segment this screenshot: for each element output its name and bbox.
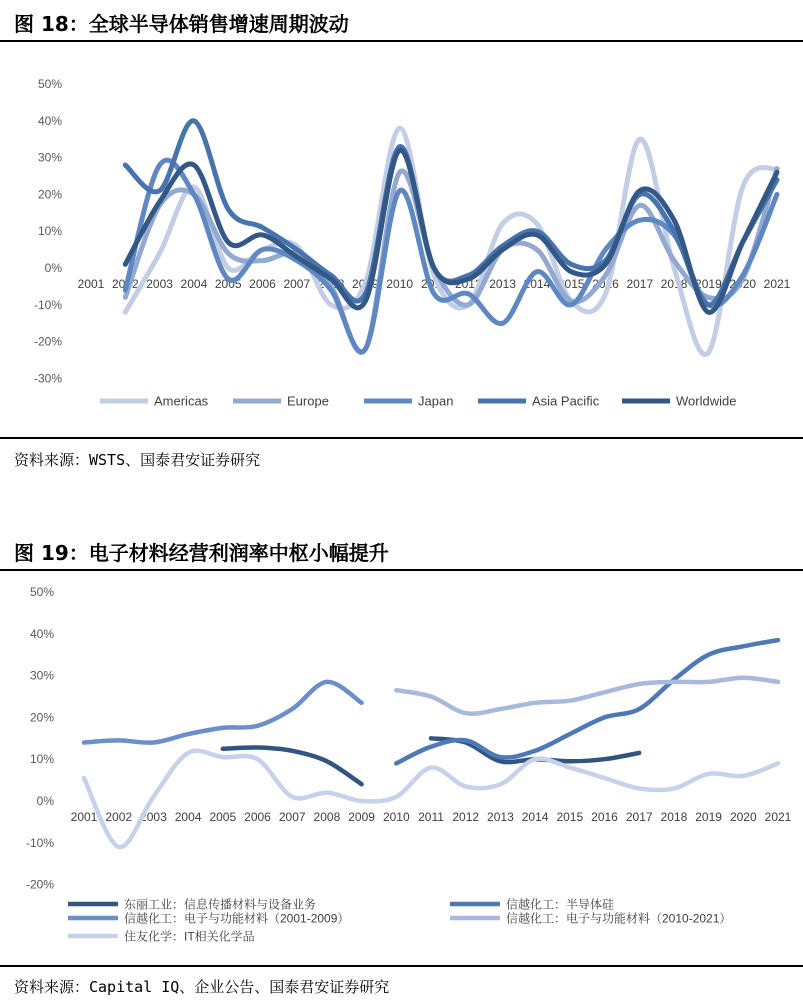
x-tick-label: 2001 — [77, 277, 105, 291]
y-tick-label: 20% — [37, 187, 62, 202]
figure-18-source: 资料来源：WSTS、国泰君安证券研究 — [14, 451, 261, 469]
x-tick-label: 2013 — [487, 810, 514, 824]
legend-label: 住友化学：IT相关化学品 — [124, 929, 255, 944]
series-line-segment — [223, 747, 362, 784]
x-tick-label: 2002 — [105, 810, 133, 824]
x-tick-label: 2007 — [278, 810, 306, 824]
y-tick-label: 50% — [29, 585, 54, 599]
series-line-segment — [84, 751, 778, 848]
x-tick-label: 2014 — [521, 810, 549, 824]
legend-label: 信越化工：半导体硅 — [506, 897, 615, 912]
y-tick-label: -20% — [25, 877, 54, 892]
series-line-segment — [84, 682, 362, 743]
figure-18-title: 图 18：全球半导体销售增速周期波动 — [14, 12, 349, 36]
x-tick-label: 2021 — [763, 277, 791, 291]
x-tick-label: 2020 — [729, 810, 757, 824]
legend-label: 信越化工：电子与功能材料（2001-2009） — [124, 911, 350, 926]
x-tick-label: 2018 — [660, 810, 688, 824]
series-2001-2009-line — [84, 682, 362, 743]
series-it-line — [84, 751, 778, 848]
y-tick-label: 40% — [29, 626, 54, 641]
x-tick-label: 2019 — [695, 810, 722, 824]
y-tick-label: -20% — [33, 334, 62, 349]
x-tick-label: 2014 — [523, 277, 551, 291]
y-tick-label: 20% — [29, 710, 54, 725]
x-tick-label: 2009 — [352, 277, 379, 291]
chart-semiconductor-sales-growth — [0, 42, 803, 437]
x-tick-label: 2002 — [111, 277, 139, 291]
x-tick-label: 2004 — [180, 277, 208, 291]
y-tick-label: 30% — [37, 150, 62, 165]
y-tick-label: 0% — [36, 794, 54, 808]
legend-label: 信越化工：电子与功能材料（2010-2021） — [506, 911, 732, 926]
series-series-1-line — [396, 640, 778, 764]
x-tick-label: 2017 — [626, 277, 654, 291]
x-tick-label: 2005 — [209, 810, 237, 824]
series-2010-2021-line — [396, 678, 778, 714]
x-tick-label: 2003 — [140, 810, 167, 824]
y-tick-label: 0% — [44, 261, 62, 275]
y-tick-label: -10% — [25, 835, 54, 850]
y-tick-label: -10% — [33, 297, 62, 312]
x-tick-label: 2001 — [70, 810, 98, 824]
series-line-segment — [396, 678, 778, 714]
x-tick-label: 2006 — [249, 277, 276, 291]
figure-18-bottom-rule — [0, 437, 803, 439]
legend-label: Asia Pacific — [532, 393, 600, 409]
y-tick-label: 40% — [37, 113, 62, 128]
x-tick-label: 2005 — [214, 277, 242, 291]
x-tick-label: 2018 — [660, 277, 688, 291]
y-tick-label: -30% — [33, 371, 62, 386]
legend-label: 东丽工业：信息传播材料与设备业务 — [124, 897, 317, 912]
x-tick-label: 2016 — [591, 810, 618, 824]
x-tick-label: 2020 — [729, 277, 757, 291]
figure-19-source: 资料来源：Capital IQ、企业公告、国泰君安证券研究 — [14, 978, 390, 996]
x-tick-label: 2004 — [174, 810, 202, 824]
y-tick-label: 50% — [37, 77, 62, 91]
x-tick-label: 2008 — [317, 277, 345, 291]
y-tick-label: 10% — [37, 224, 62, 239]
x-tick-label: 2017 — [625, 810, 653, 824]
x-tick-label: 2010 — [386, 277, 414, 291]
x-tick-label: 2007 — [283, 277, 311, 291]
x-tick-label: 2019 — [695, 277, 722, 291]
x-tick-label: 2013 — [489, 277, 516, 291]
x-tick-label: 2006 — [244, 810, 271, 824]
x-tick-label: 2003 — [146, 277, 173, 291]
legend-label: Europe — [287, 393, 329, 409]
x-tick-label: 2011 — [418, 810, 444, 824]
figure-19-title: 图 19：电子材料经营利润率中枢小幅提升 — [14, 541, 389, 565]
x-tick-label: 2015 — [556, 810, 584, 824]
x-tick-label: 2021 — [764, 810, 792, 824]
y-tick-label: 30% — [29, 668, 54, 683]
chart-electronic-materials-margin — [0, 571, 803, 965]
y-tick-label: 10% — [29, 752, 54, 767]
x-tick-label: 2015 — [557, 277, 585, 291]
x-tick-label: 2016 — [592, 277, 619, 291]
x-tick-label: 2010 — [382, 810, 410, 824]
x-tick-label: 2009 — [348, 810, 375, 824]
figure-19-bottom-rule — [0, 965, 803, 967]
x-tick-label: 2011 — [421, 277, 447, 291]
legend-label: Worldwide — [676, 393, 737, 409]
x-tick-label: 2008 — [313, 810, 341, 824]
series-line-segment — [396, 640, 778, 763]
legend-label: Americas — [154, 393, 209, 409]
x-tick-label: 2012 — [452, 810, 480, 824]
legend-label: Japan — [418, 393, 454, 409]
x-tick-label: 2012 — [454, 277, 482, 291]
